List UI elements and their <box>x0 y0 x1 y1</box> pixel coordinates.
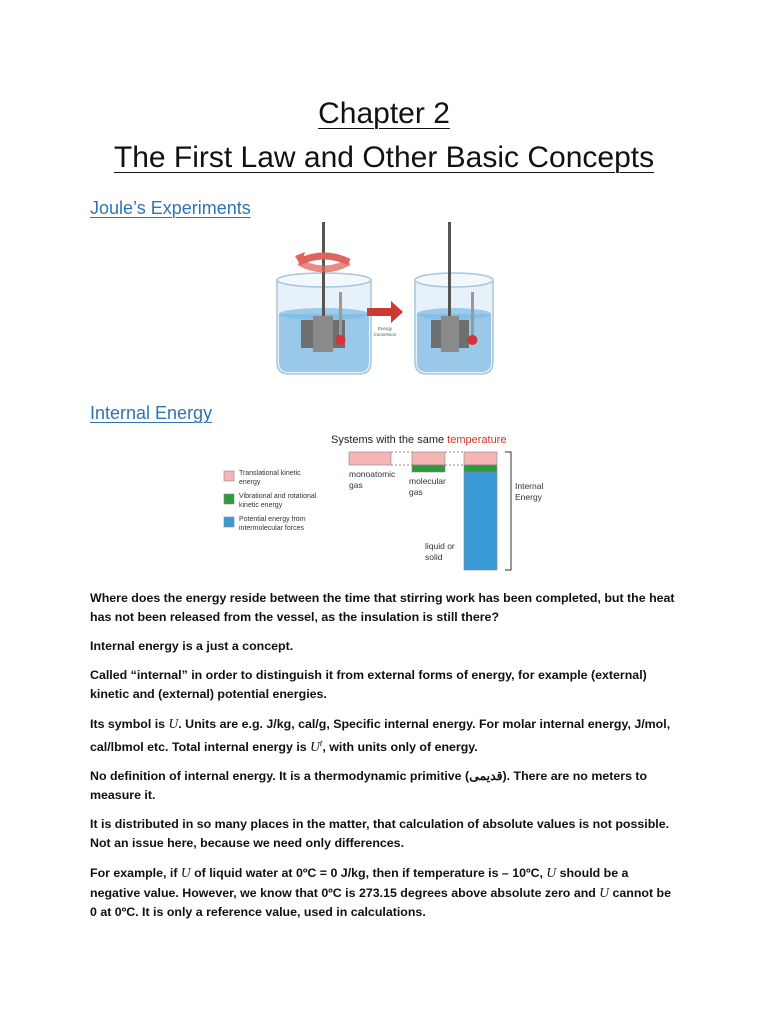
label-liquid-line1: liquid or <box>425 541 455 551</box>
paragraph-1: Where does the energy reside between the time that stirring work has been completed, but the heat has not been released from the vessel, as the insulation is still there? <box>90 591 675 624</box>
body-text <box>90 589 680 932</box>
beaker-after <box>415 222 493 374</box>
paragraph-6: It is distributed in so many places in the matter, that calculation of absolute values is not possible. Not an issue here, because we need only differences. <box>90 817 670 851</box>
figure-title: Systems with the same temperature <box>331 434 507 446</box>
heading-internal-energy: Internal Energy <box>90 403 213 423</box>
bar-molecular-vibrational <box>412 465 445 472</box>
legend-item-2-line2: kinetic energy <box>239 502 283 509</box>
legend-item-3-line2: intermolecular forces <box>239 525 304 532</box>
symbol-ut: U <box>310 739 320 755</box>
internal-energy-figure <box>215 428 555 576</box>
label-monoatomic-line2: gas <box>349 480 363 490</box>
legend-item-3-line1: Potential energy from <box>239 516 306 523</box>
chapter-number: Chapter 2 <box>318 97 450 130</box>
paragraph-5: No definition of internal energy. It is a thermodynamic primitive (قدیمی). There are no meters to measure it. <box>90 769 648 803</box>
legend <box>224 470 317 532</box>
paragraph-7: For example, if U of liquid water at 0ºC = 0 J/kg, then if temperature is – 10ºC, U should be a negative value. However, we know that 0ºC is 273.15 degrees above absolute zero and U cannot be 0 at 0ºC. It is only a reference value, used in calculations. <box>90 865 672 920</box>
legend-item-1-line2: energy <box>239 479 261 486</box>
label-molecular-line1: molecular <box>409 476 446 486</box>
label-internal-line1: Internal <box>515 481 544 491</box>
beaker-before <box>277 222 371 374</box>
label-liquid-line2: solid <box>425 552 443 562</box>
chapter-title: The First Law and Other Basic Concepts <box>113 141 655 174</box>
arrow-label-1: Energy <box>377 326 393 331</box>
joule-experiment-figure <box>255 222 505 382</box>
arrow-label-2: Conversion <box>373 332 397 337</box>
legend-item-2-line1: Vibrational and rotational <box>239 493 317 500</box>
paragraph-3: Called “internal” in order to distinguish it from external forms of energy, for example (external) kinetic and (external) potential energies. <box>90 668 647 701</box>
bar-monoatomic-translational <box>349 452 391 465</box>
heading-joules-experiments: Joule’s Experiments <box>90 198 251 218</box>
thermometer-bulb-after <box>468 335 478 345</box>
label-monoatomic-line1: monoatomic <box>349 469 396 479</box>
bar-molecular-translational <box>412 452 445 465</box>
legend-item-1-line1: Translational kinetic <box>239 470 301 477</box>
paragraph-4: Its symbol is U. Units are e.g. J/kg, cal/g, Specific internal energy. For molar internal energy, J/mol, cal/lbmol etc. Total internal energy is $U^t$, with units only of energy. <box>90 716 671 755</box>
paragraph-2: Internal energy is a just a concept. <box>90 639 294 653</box>
energy-conversion-arrow <box>367 301 403 323</box>
bar-liquid-vibrational <box>464 465 497 472</box>
symbol-u: U <box>168 716 179 731</box>
label-molecular-line2: gas <box>409 487 423 497</box>
thermometer-bulb-before <box>336 335 346 345</box>
label-internal-line2: Energy <box>515 492 542 502</box>
bar-liquid-translational <box>464 452 497 465</box>
bar-liquid-potential <box>464 472 497 570</box>
